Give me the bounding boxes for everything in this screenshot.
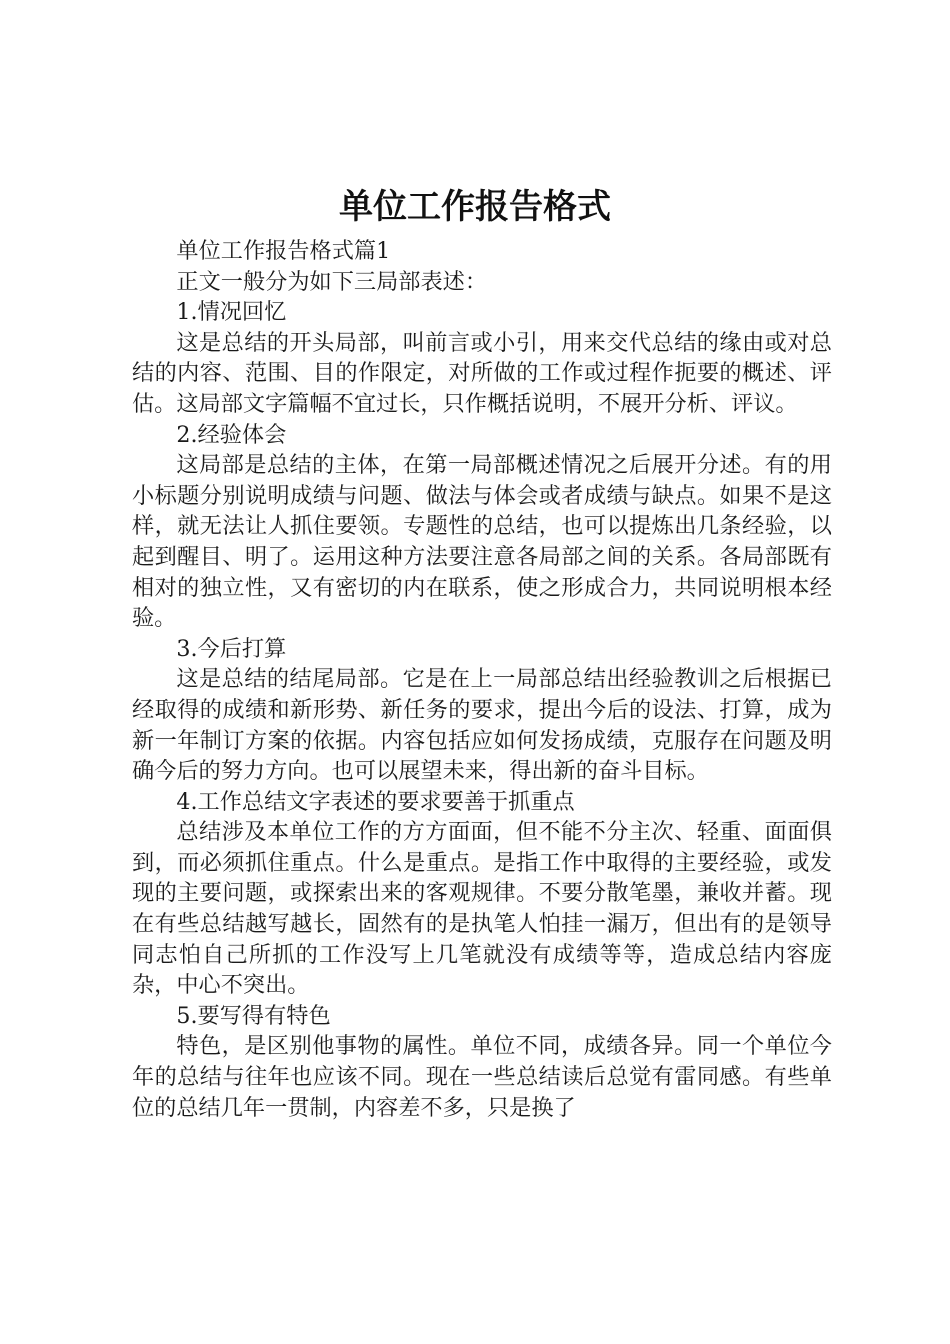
document-body	[132, 236, 832, 1123]
body-paragraph: 这是总结的开头局部，叫前言或小引，用来交代总结的缘由或对总结的内容、范围、目的作限定，对所做的工作或过程作扼要的概述、评估。这局部文字篇幅不宜过长，只作概括说明，不展开分析、评议。	[132, 329, 832, 417]
section-heading: 单位工作报告格式篇1	[176, 238, 391, 264]
body-paragraph: 总结涉及本单位工作的方方面面，但不能不分主次、轻重、面面俱到，而必须抓住重点。什么是重点。是指工作中取得的主要经验，或发现的主要问题，或探索出来的客观规律。不要分散笔墨，兼收并蓄。现在有些总结越写越长，固然有的是执笔人怕挂一漏万，但出有的是领导同志怕自己所抓的工作没写上几笔就没有成绩等等，造成总结内容庞杂，中心不突出。	[132, 819, 832, 999]
document-title: 单位工作报告格式	[339, 187, 611, 227]
section-heading: 4.工作总结文字表述的要求要善于抓重点	[176, 788, 575, 815]
body-paragraph: 这是总结的结尾局部。它是在上一局部总结出经验教训之后根据已经取得的成绩和新形势、新任务的要求，提出今后的设法、打算，成为新一年制订方案的依据。内容包括应如何发扬成绩，克服存在问题及明确今后的努力方向。也可以展望未来，得出新的奋斗目标。	[132, 666, 832, 785]
body-paragraph: 特色，是区别他事物的属性。单位不同，成绩各异。同一个单位今年的总结与往年也应该不同。现在一些总结读后总觉有雷同感。有些单位的总结几年一贯制，内容差不多，只是换了	[132, 1033, 832, 1121]
section-heading: 2.经验体会	[176, 421, 287, 448]
intro-paragraph: 正文一般分为如下三局部表述：	[176, 268, 488, 295]
section-heading: 3.今后打算	[176, 635, 287, 662]
body-paragraph: 这局部是总结的主体，在第一局部概述情况之后展开分述。有的用小标题分别说明成绩与问题、做法与体会或者成绩与缺点。如果不是这样，就无法让人抓住要领。专题性的总结，也可以提炼出几条经验，以起到醒目、明了。运用这种方法要注意各局部之间的关系。各局部既有相对的独立性，又有密切的内在联系，使之形成合力，共同说明根本经验。	[132, 452, 832, 632]
section-heading: 5.要写得有特色	[176, 1002, 331, 1029]
section-heading: 1.情况回忆	[176, 299, 287, 326]
